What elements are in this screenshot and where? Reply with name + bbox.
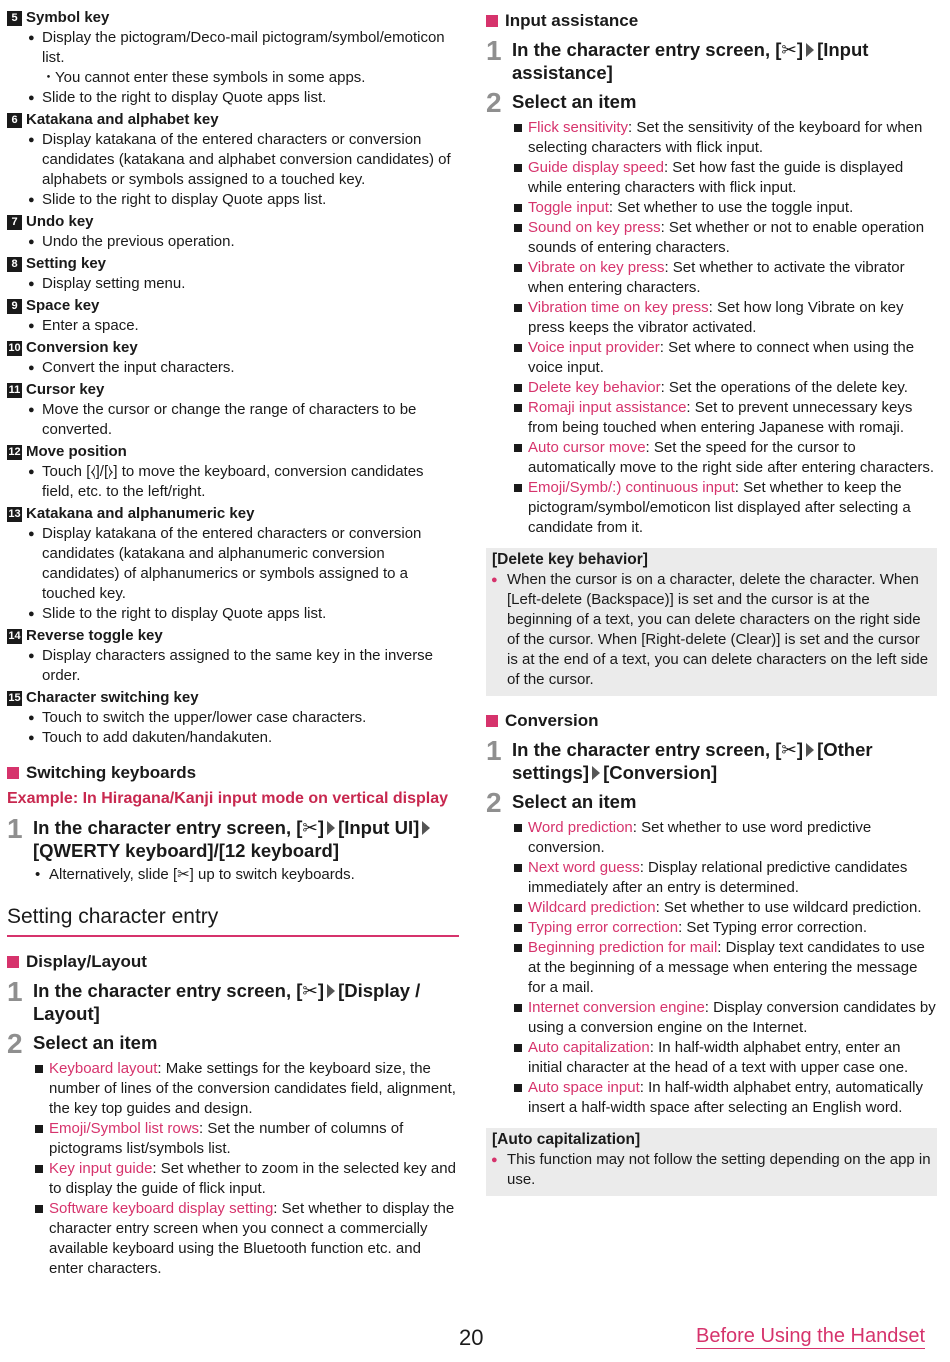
step-number: 1 (7, 813, 23, 844)
key-title: Cursor key (26, 381, 105, 398)
setting-option-term: Wildcard prediction (528, 899, 656, 916)
key-description-item (7, 442, 459, 502)
setting-option-item (528, 858, 937, 898)
key-title: Space key (26, 297, 100, 314)
key-bullet: ● Undo the previous operation. (42, 232, 459, 252)
setting-option-item (528, 118, 937, 158)
setting-option-desc: : Set Typing error correction. (678, 919, 868, 936)
input-step-2 (486, 87, 937, 118)
key-bullet: ● Slide to the right to display Quote apps list. (42, 190, 459, 210)
step-text (33, 816, 459, 862)
key-title: Move position (26, 443, 127, 460)
setting-option-item (528, 198, 937, 218)
step-number: 2 (486, 787, 502, 818)
setting-option-term: Typing error correction (528, 919, 679, 936)
key-title: Symbol key (26, 9, 110, 26)
conversion-step-2 (486, 787, 937, 818)
info-box-list (492, 1150, 931, 1190)
switching-step-1 (7, 813, 459, 862)
setting-option-desc: : Set whether to use word predictive conversion. (528, 819, 872, 856)
key-bullets (7, 28, 459, 68)
section-marker-icon (486, 715, 498, 727)
key-number-badge: 13 (8, 507, 21, 520)
key-number-badge: 14 (8, 629, 21, 642)
keyboard-settings-icon: ✂ (781, 39, 797, 60)
key-title: Reverse toggle key (26, 627, 163, 644)
keyboard-settings-icon: ✂ (781, 739, 797, 760)
setting-option-term: Delete key behavior (528, 379, 661, 396)
setting-option-item (528, 398, 937, 438)
keyboard-settings-icon: ✂ (302, 817, 318, 838)
setting-option-term: Beginning prediction for mail (528, 939, 718, 956)
right-column (486, 8, 937, 1202)
setting-option-desc: : Display text candidates to use at the beginning of a message when entering the message for a mail. (528, 939, 925, 996)
setting-option-item (49, 1199, 459, 1279)
arrow-right-icon (422, 821, 430, 835)
setting-option-term: Key input guide (49, 1160, 153, 1177)
arrow-right-icon (806, 43, 814, 57)
setting-option-term: Word prediction (528, 819, 633, 836)
setting-option-desc: : Make settings for the keyboard size, the number of lines of the conversion candidates field, alignment, the key top guides and design. (49, 1060, 456, 1117)
step-text: Select an item (512, 91, 637, 112)
step-text (512, 38, 937, 84)
key-bullet: ● Slide to the right to display Quote apps list. (42, 604, 459, 624)
key-description-item (7, 504, 459, 624)
setting-option-term: Emoji/Symb/:) continuous input (528, 479, 735, 496)
key-description-item (7, 8, 459, 108)
info-box-title: [Delete key behavior] (492, 551, 648, 568)
chapter-link[interactable]: Before Using the Handset (696, 1325, 926, 1347)
setting-option-desc: : Set the sensitivity of the keyboard for when selecting characters with flick input. (528, 119, 923, 156)
setting-option-desc: : Set the number of columns of pictograms list/symbols list. (49, 1120, 404, 1157)
section-title: Input assistance (505, 11, 639, 30)
key-description-item (7, 296, 459, 336)
key-heading (7, 626, 459, 646)
page-number: 20 (459, 1325, 484, 1350)
key-title: Setting key (26, 255, 107, 272)
step-text-part: [Conversion] (603, 762, 718, 783)
key-title: Katakana and alphanumeric key (26, 505, 255, 522)
key-description-item (7, 110, 459, 210)
key-heading (7, 254, 459, 274)
key-number-badge: 15 (8, 691, 21, 704)
key-heading (7, 688, 459, 708)
key-bullets (7, 232, 459, 252)
display-step-2 (7, 1028, 459, 1059)
setting-option-term: Next word guess (528, 859, 640, 876)
setting-option-item (528, 258, 937, 298)
key-bullets (7, 88, 459, 108)
info-box-list (492, 570, 931, 690)
display-step-1 (7, 976, 459, 1025)
step-text-part: In the character entry screen, [ (33, 980, 303, 1001)
section-input-assistance (486, 10, 937, 32)
left-column (7, 8, 459, 1279)
key-bullets (7, 358, 459, 378)
arrow-right-icon (327, 821, 335, 835)
setting-option-term: Voice input provider (528, 339, 660, 356)
input-options-list (486, 118, 937, 538)
key-bullets (7, 462, 459, 502)
key-bullet: ● Touch to switch the upper/lower case characters. (42, 708, 459, 728)
section-title: Switching keyboards (26, 763, 197, 782)
key-bullets (7, 646, 459, 686)
info-box-text: ● When the cursor is on a character, delete the character. When [Left-delete (Backspace)] is set and the cursor is at the beginning of a text, you can delete characters on the right side of the cursor. When [Right-delete (Clear)] is set and the cursor is at the end of a text, you can delete characters on the left side of the cursor. (507, 570, 931, 690)
setting-option-item (528, 158, 937, 198)
setting-option-term: Keyboard layout (49, 1060, 158, 1077)
key-bullet: ● Move the cursor or change the range of characters to be converted. (42, 400, 459, 440)
key-description-item (7, 254, 459, 294)
key-heading (7, 212, 459, 232)
setting-option-desc: : Set whether to keep the pictogram/symbol/emoticon list displayed after selecting a candidate from it. (528, 479, 911, 536)
section-marker-icon (7, 767, 19, 779)
step-text (33, 979, 459, 1025)
setting-option-term: Vibrate on key press (528, 259, 665, 276)
key-bullet: ● Display characters assigned to the same key in the inverse order. (42, 646, 459, 686)
key-bullets (7, 400, 459, 440)
setting-option-item (528, 478, 937, 538)
step-text (512, 738, 937, 784)
key-number-badge: 8 (7, 257, 22, 272)
setting-option-term: Flick sensitivity (528, 119, 629, 136)
setting-option-desc: : Display conversion candidates by using a conversion engine on the Internet. (528, 999, 936, 1036)
key-number-badge: 5 (7, 11, 22, 26)
setting-option-desc: : Set whether or not to enable operation sounds of entering characters. (528, 219, 925, 256)
key-heading (7, 338, 459, 358)
step-text: Select an item (512, 791, 637, 812)
key-bullets (7, 524, 459, 624)
step-number: 1 (7, 976, 23, 1007)
setting-option-item (528, 218, 937, 258)
switching-note: • Alternatively, slide [✂] up to switch keyboards. (7, 865, 459, 885)
key-title: Character switching key (26, 689, 199, 706)
step-number: 1 (486, 35, 502, 66)
setting-option-desc: : Display relational predictive candidates immediately after an entry is determined. (528, 859, 908, 896)
page-heading-setting-character-entry: Setting character entry (7, 903, 459, 937)
setting-option-term: Vibration time on key press (528, 299, 709, 316)
key-number-badge: 6 (7, 113, 22, 128)
section-title: Conversion (505, 711, 599, 730)
key-description-item (7, 212, 459, 252)
arrow-right-icon (806, 743, 814, 757)
setting-option-item (528, 998, 937, 1038)
setting-option-item (528, 438, 937, 478)
key-number-badge: 11 (8, 383, 21, 396)
section-display-layout (7, 951, 459, 973)
setting-option-item (49, 1119, 459, 1159)
arrow-right-icon (327, 984, 335, 998)
setting-option-item (528, 378, 937, 398)
key-heading (7, 8, 459, 28)
setting-option-desc: : Set to prevent unnecessary keys from being touched when entering Japanese with romaji. (528, 399, 913, 436)
setting-option-desc: : Set whether to use the toggle input. (608, 199, 854, 216)
step-text-part: In the character entry screen, [ (512, 39, 782, 60)
key-description-item (7, 338, 459, 378)
keyboard-settings-icon: ✂ (302, 980, 318, 1001)
section-conversion (486, 710, 937, 732)
key-bullets (7, 130, 459, 210)
key-number-badge: 12 (8, 445, 21, 458)
setting-option-desc: : Set the speed for the cursor to automatically move to the right side after entering characters. (528, 439, 935, 476)
conversion-step-1 (486, 735, 937, 784)
step-text-part: In the character entry screen, [ (512, 739, 782, 760)
setting-option-item (528, 898, 937, 918)
setting-option-term: Auto capitalization (528, 1039, 650, 1056)
key-subnote: ・ You cannot enter these symbols in some apps. (7, 68, 459, 88)
setting-option-term: Auto space input (528, 1079, 640, 1096)
info-box-title: [Auto capitalization] (492, 1131, 641, 1148)
section-title: Display/Layout (26, 952, 147, 971)
step-text-part: [Other settings] (512, 739, 873, 783)
step-text-part: [Input assistance] (512, 39, 869, 83)
setting-option-desc: : Set the operations of the delete key. (660, 379, 908, 396)
step-number: 2 (7, 1028, 23, 1059)
example-label: Example: In Hiragana/Kanji input mode on vertical display (7, 790, 448, 807)
setting-option-term: Auto cursor move (528, 439, 646, 456)
key-bullet: ● Enter a space. (42, 316, 459, 336)
step-text-part: [Display / Layout] (33, 980, 421, 1024)
key-heading (7, 380, 459, 400)
info-box-text: ● This function may not follow the setting depending on the app in use. (507, 1150, 931, 1190)
setting-option-desc: : Set whether to activate the vibrator when entering characters. (528, 259, 905, 296)
step-number: 2 (486, 87, 502, 118)
key-heading (7, 296, 459, 316)
step-text-part: ] (796, 739, 804, 760)
key-bullet: ● Slide to the right to display Quote apps list. (42, 88, 459, 108)
step-text-part: In the character entry screen, [ (33, 817, 303, 838)
setting-option-item (49, 1059, 459, 1119)
step-text-part: [QWERTY keyboard]/[12 keyboard] (33, 840, 340, 861)
auto-capitalization-info-box (486, 1128, 937, 1196)
setting-option-term: Software keyboard display setting (49, 1200, 274, 1217)
section-marker-icon (7, 956, 19, 968)
delete-key-info-box (486, 548, 937, 696)
setting-option-term: Romaji input assistance (528, 399, 687, 416)
key-heading (7, 110, 459, 130)
key-bullets (7, 708, 459, 748)
step-number: 1 (486, 735, 502, 766)
display-options-list (7, 1059, 459, 1279)
section-marker-icon (486, 15, 498, 27)
setting-option-item (49, 1159, 459, 1199)
conversion-options-list (486, 818, 937, 1118)
key-title: Undo key (26, 213, 94, 230)
input-step-1 (486, 35, 937, 84)
key-description-item (7, 380, 459, 440)
key-title: Katakana and alphabet key (26, 111, 219, 128)
key-description-item (7, 688, 459, 748)
key-bullet: ● Display katakana of the entered characters or conversion candidates (katakana and alphanumeric conversion candidates) of alphanumerics or symbols assigned to a touched key. (42, 524, 459, 604)
key-bullet: ● Display katakana of the entered characters or conversion candidates (katakana and alphabet conversion candidates) of alphabets or symbols assigned to a touched key. (42, 130, 459, 190)
setting-option-term: Toggle input (528, 199, 609, 216)
setting-option-term: Emoji/Symbol list rows (49, 1120, 200, 1137)
setting-option-desc: : Set how fast the guide is displayed while entering characters with flick input. (528, 159, 904, 196)
setting-option-item (528, 1078, 937, 1118)
key-list (7, 8, 459, 748)
setting-option-term: Sound on key press (528, 219, 661, 236)
key-bullets (7, 274, 459, 294)
key-number-badge: 9 (7, 299, 22, 314)
setting-option-item (528, 818, 937, 858)
step-text-part: [Input UI] (338, 817, 420, 838)
setting-option-item (528, 918, 937, 938)
setting-option-desc: : In half-width alphabet entry, automatically insert a half-width space after selecting an English word. (528, 1079, 923, 1116)
setting-option-desc: : Set how long Vibrate on key press keeps the vibrator activated. (528, 299, 904, 336)
key-bullets (7, 316, 459, 336)
setting-option-desc: : Set whether to zoom in the selected key and to display the guide of flick input. (49, 1160, 456, 1197)
key-bullet: ● Convert the input characters. (42, 358, 459, 378)
arrow-right-icon (592, 766, 600, 780)
section-switching-keyboards (7, 762, 459, 784)
step-text-part: ] (796, 39, 804, 60)
key-number-badge: 7 (7, 215, 22, 230)
setting-option-item (528, 938, 937, 998)
setting-option-desc: : In half-width alphabet entry, enter an initial character at the head of a text with upper case one. (528, 1039, 909, 1076)
setting-option-desc: : Set whether to use wildcard prediction. (655, 899, 922, 916)
key-bullet: ● Touch to add dakuten/handakuten. (42, 728, 459, 748)
key-bullet: ● Touch [⧼]/[⧽] to move the keyboard, conversion candidates field, etc. to the left/right. (42, 462, 459, 502)
setting-option-term: Internet conversion engine (528, 999, 705, 1016)
setting-option-item (528, 298, 937, 338)
key-description-item (7, 626, 459, 686)
key-heading (7, 504, 459, 524)
key-title: Conversion key (26, 339, 138, 356)
setting-option-item (528, 1038, 937, 1078)
setting-option-term: Guide display speed (528, 159, 664, 176)
key-bullet: ● Display setting menu. (42, 274, 459, 294)
step-text-part: ] (317, 817, 325, 838)
setting-option-desc: : Set whether to display the character entry screen when you connect a commercially available keyboard using the Bluetooth function etc. and enter characters. (49, 1200, 455, 1277)
key-bullet: ● Display the pictogram/Deco-mail pictogram/symbol/emoticon list. (42, 28, 459, 68)
setting-option-desc: : Set where to connect when using the voice input. (528, 339, 915, 376)
step-text-part: ] (317, 980, 325, 1001)
step-text: Select an item (33, 1032, 158, 1053)
key-heading (7, 442, 459, 462)
key-number-badge: 10 (8, 341, 21, 354)
setting-option-item (528, 338, 937, 378)
